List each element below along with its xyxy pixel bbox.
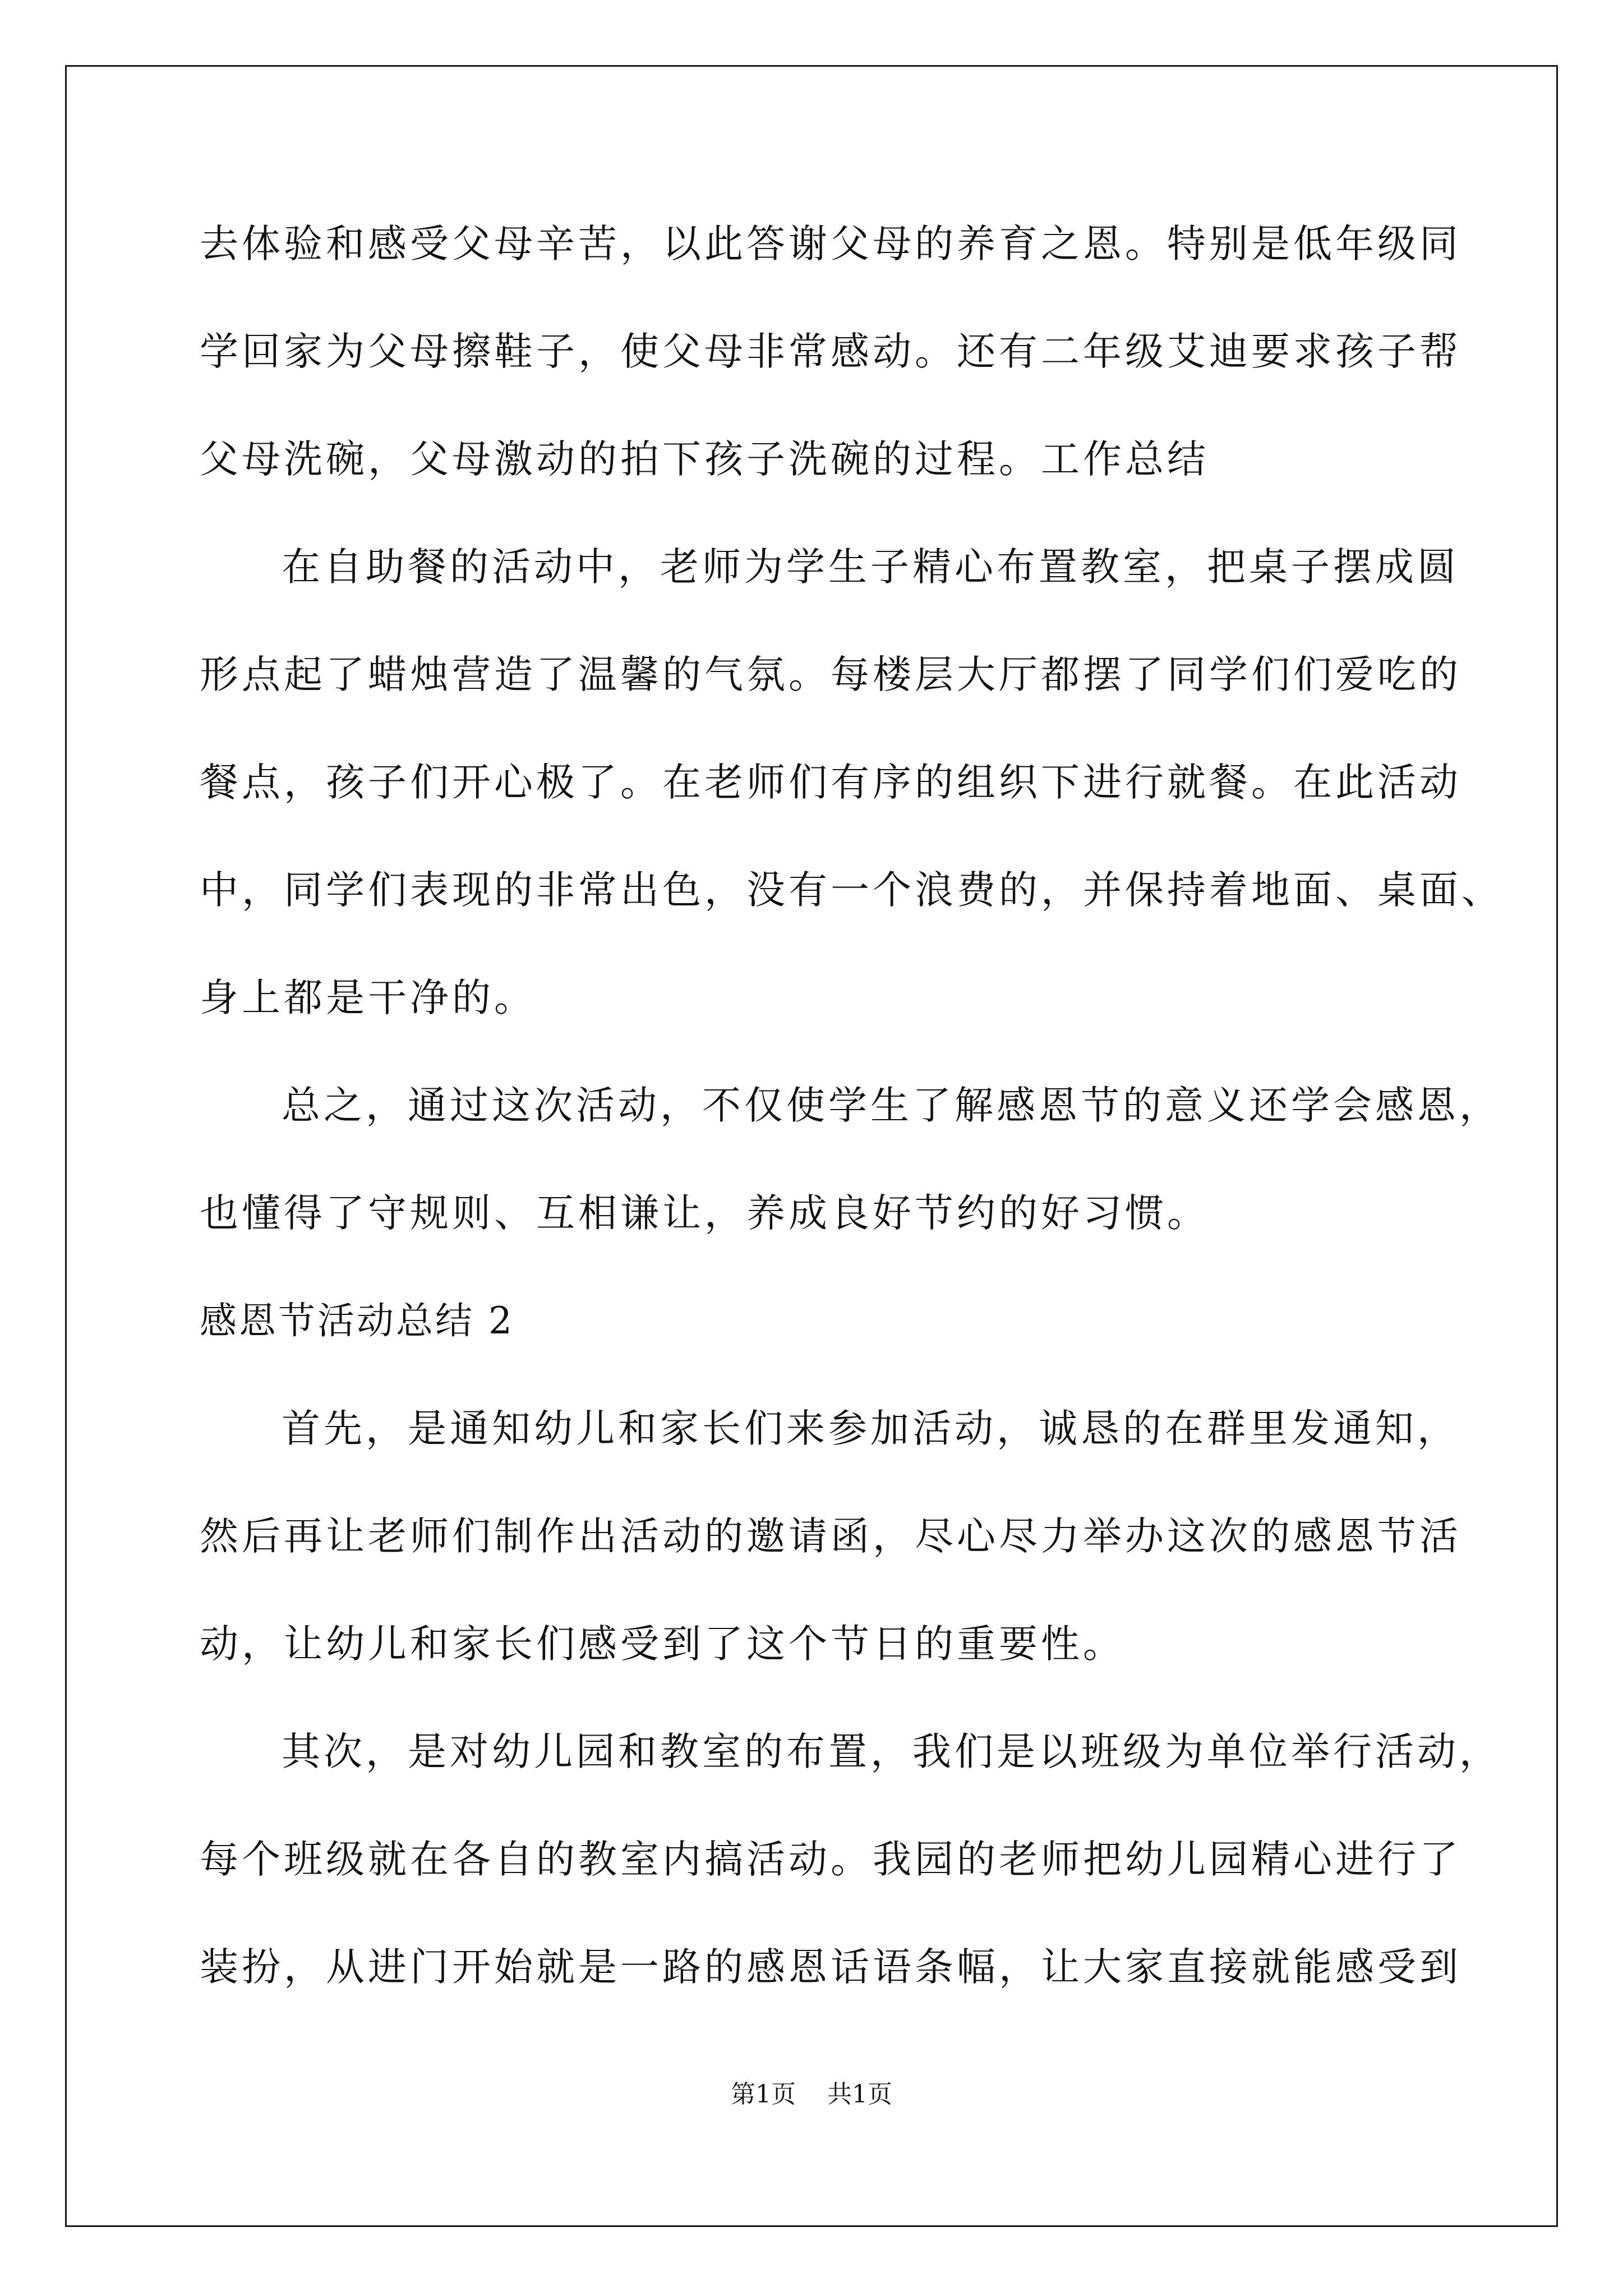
- text-line: 父母洗碗，父母激动的拍下孩子洗碗的过程。工作总结: [200, 437, 1209, 482]
- text-line: 装扮，从进门开始就是一路的感恩话语条幅，让大家直接就能感受到: [200, 1945, 1461, 1990]
- text-line: 动，让幼儿和家长们感受到了这个节日的重要性。: [200, 1622, 1125, 1667]
- text-line: 去体验和感受父母辛苦，以此答谢父母的养育之恩。特别是低年级同: [200, 222, 1461, 266]
- page-number-total: 共1页: [827, 2080, 892, 2109]
- text-line: 学回家为父母擦鞋子，使父母非常感动。还有二年级艾迪要求孩子帮: [200, 329, 1461, 374]
- page-footer: [0, 2078, 1623, 2111]
- text-line: 餐点，孩子们开心极了。在老师们有序的组织下进行就餐。在此活动: [200, 760, 1461, 805]
- section-heading: 感恩节活动总结 2: [200, 1299, 514, 1342]
- text-line: 形点起了蜡烛营造了温馨的气氛。每楼层大厅都摆了同学们们爱吃的: [200, 652, 1461, 697]
- text-line: 身上都是干净的。: [200, 976, 536, 1020]
- text-line: 中，同学们表现的非常出色，没有一个浪费的，并保持着地面、桌面、: [200, 868, 1504, 913]
- paragraph-start-line: 总之，通过这次活动，不仅使学生了解感恩节的意义还学会感恩，: [282, 1083, 1501, 1128]
- text-line: 然后再让老师们制作出活动的邀请函，尽心尽力举办这次的感恩节活: [200, 1514, 1461, 1559]
- paragraph-start-line: 其次，是对幼儿园和教室的布置，我们是以班级为单位举行活动，: [282, 1729, 1501, 1774]
- paragraph-start-line: 首先，是通知幼儿和家长们来参加活动，诚恳的在群里发通知，: [282, 1406, 1459, 1451]
- page-number-current: 第1页: [731, 2080, 796, 2109]
- paragraph-start-line: 在自助餐的活动中，老师为学生子精心布置教室，把桌子摆成圆: [282, 545, 1459, 590]
- text-line: 也懂得了守规则、互相谦让，养成良好节约的好习惯。: [200, 1191, 1209, 1236]
- text-line: 每个班级就在各自的教室内搞活动。我园的老师把幼儿园精心进行了: [200, 1837, 1461, 1882]
- page-border: [65, 65, 1558, 2227]
